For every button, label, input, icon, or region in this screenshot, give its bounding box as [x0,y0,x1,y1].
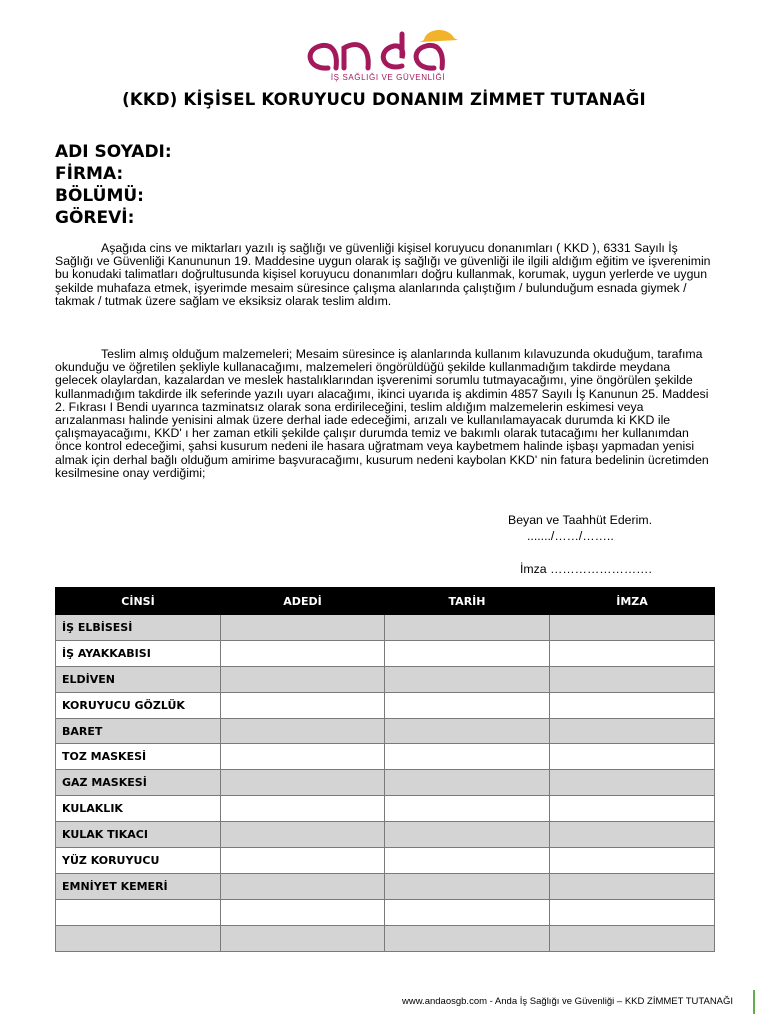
cell-date[interactable] [385,718,550,744]
cell-signature[interactable] [550,744,715,770]
table-row [56,899,715,925]
cell-date[interactable] [385,899,550,925]
cell-type: KULAKLIK [56,796,221,822]
table-row [56,640,715,666]
table-row [56,770,715,796]
company-field-label: FİRMA: [55,164,124,184]
employee-fields [55,141,172,229]
cell-quantity[interactable] [221,770,385,796]
cell-date[interactable] [385,615,550,641]
logo-tagline: İŞ SAĞLIĞI VE GÜVENLİĞİ [330,73,446,82]
cell-signature[interactable] [550,770,715,796]
cell-signature[interactable] [550,899,715,925]
cell-type [56,899,221,925]
cell-quantity[interactable] [221,899,385,925]
cell-type: GAZ MASKESİ [56,770,221,796]
cell-quantity[interactable] [221,640,385,666]
company-logo [298,26,478,84]
table-row [56,615,715,641]
header-quantity: ADEDİ [221,588,385,615]
cell-type: İŞ ELBİSESİ [56,615,221,641]
cell-signature[interactable] [550,692,715,718]
cell-type: BARET [56,718,221,744]
cell-signature[interactable] [550,925,715,951]
cell-quantity[interactable] [221,718,385,744]
header-signature: İMZA [550,588,715,615]
header-date: TARİH [385,588,550,615]
cell-quantity[interactable] [221,873,385,899]
equipment-table [55,587,715,952]
paragraph-obligations-text: Teslim almış olduğum malzemeleri; Mesaim süresince iş alanlarında kullanım kılavuzunda okuduğum, tarafıma okunduğu ve öğretilen şekliyle kullanacağımı, malzemeleri öngörüldüğü şekilde kullanmadığım takdirde meydana gelecek olaylardan, kazalardan ve meslek hastalıklarından işverenimi sorumlu tutmayacağımı, yine öngörülen şekilde kullanmadığım takdirde ilk seferinde yazılı uyarı alacağımı, ikinci uyarıda iş akdimin 4857 Sayılı İş Kanunun 25. Maddesi 2. Fıkrası I Bendi uyarınca tazminatsız olarak sona erdirileceğini, teslim aldığım malzemelerin eskimesi veya arızalanması halinde yenisini almak üzere derhal iade edeceğimi, arızalı ve kullanılamayacak durumda ki KKD ile çalışmayacağımı, KKD' ı her zaman etkili şekilde çalışır durumda temiz ve bakımlı olarak tutacağımı her kullanımdan önce kontrol edeceğimi, şahsi kusurum nedeni ile hasara uğratmam veya kaybetmem halinde işbaşı yapmadan yenisi almak için derhal bağlı olduğum amirime başvuracağımı, kusurum nedeni kaybolan KKD' nin fatura bedelinin ücretimden kesilmesine onay verdiğimi; [55,347,709,480]
cell-date[interactable] [385,770,550,796]
cell-signature[interactable] [550,796,715,822]
table-row [56,692,715,718]
cell-signature[interactable] [550,640,715,666]
table-row [56,848,715,874]
cell-type: İŞ AYAKKABISI [56,640,221,666]
cell-quantity[interactable] [221,796,385,822]
footer-text: www.andaosgb.com - Anda İş Sağlığı ve Güvenliği – KKD ZİMMET TUTANAĞI [402,996,734,1007]
cell-quantity[interactable] [221,848,385,874]
cell-quantity[interactable] [221,822,385,848]
cell-type: YÜZ KORUYUCU [56,848,221,874]
cell-quantity[interactable] [221,925,385,951]
cell-signature[interactable] [550,615,715,641]
table-header-row [56,588,715,615]
cell-date[interactable] [385,692,550,718]
cell-type: KORUYUCU GÖZLÜK [56,692,221,718]
cell-quantity[interactable] [221,692,385,718]
signature-line: İmza ……………………. [520,562,652,576]
cell-date[interactable] [385,640,550,666]
paragraph-obligations [55,348,715,480]
footer-accent-bar [753,990,755,1014]
paragraph-receipt [55,242,715,308]
cell-type: KULAK TIKACI [56,822,221,848]
table-row [56,822,715,848]
table-row [56,925,715,951]
cell-signature[interactable] [550,822,715,848]
cell-signature[interactable] [550,718,715,744]
pledge-text: Beyan ve Taahhüt Ederim. [508,513,653,527]
name-field-label: ADI SOYADI: [55,142,172,162]
cell-date[interactable] [385,925,550,951]
cell-date[interactable] [385,873,550,899]
helmet-icon [420,30,458,42]
cell-type: ELDİVEN [56,666,221,692]
table-row [56,796,715,822]
document-title: (KKD) KİŞİSEL KORUYUCU DONANIM ZİMMET TUTANAĞI [122,90,646,109]
cell-quantity[interactable] [221,666,385,692]
header-type: CİNSİ [56,588,221,615]
date-line: ......./……/…….. [527,529,614,543]
table-row [56,718,715,744]
cell-date[interactable] [385,848,550,874]
cell-type: TOZ MASKESİ [56,744,221,770]
position-field-label: GÖREVİ: [55,208,135,228]
table-row [56,873,715,899]
paragraph-receipt-text: Aşağıda cins ve miktarları yazılı iş sağlığı ve güvenliği kişisel koruyucu donanımları ( KKD ), 6331 Sayılı İş Sağlığı ve Güvenliği Kanununun 19. Maddesine uygun olarak iş sağlığı ve güvenliği ile ilgili aldığım eğitim ve işverenimin bu konudaki talimatları doğrultusunda kişisel koruyucu donanımları doğru kullanmak, korumak, uygun yerlerde ve uygun şekilde muhafaza etmek, işyerimde mesaim süresince çalışma alanlarında çalıştığım / bulunduğum esnada giymek / takmak / tutmak üzere sağlam ve eksiksiz olarak teslim aldım. [55,241,711,308]
department-field-label: BÖLÜMÜ: [55,186,144,206]
table-row [56,666,715,692]
cell-type: EMNİYET KEMERİ [56,873,221,899]
cell-quantity[interactable] [221,615,385,641]
cell-signature[interactable] [550,848,715,874]
table-row [56,744,715,770]
cell-date[interactable] [385,744,550,770]
logo-wordmark [310,34,442,68]
cell-signature[interactable] [550,666,715,692]
cell-date[interactable] [385,796,550,822]
cell-type [56,925,221,951]
cell-signature[interactable] [550,873,715,899]
cell-date[interactable] [385,666,550,692]
cell-quantity[interactable] [221,744,385,770]
cell-date[interactable] [385,822,550,848]
table-body [56,615,715,952]
